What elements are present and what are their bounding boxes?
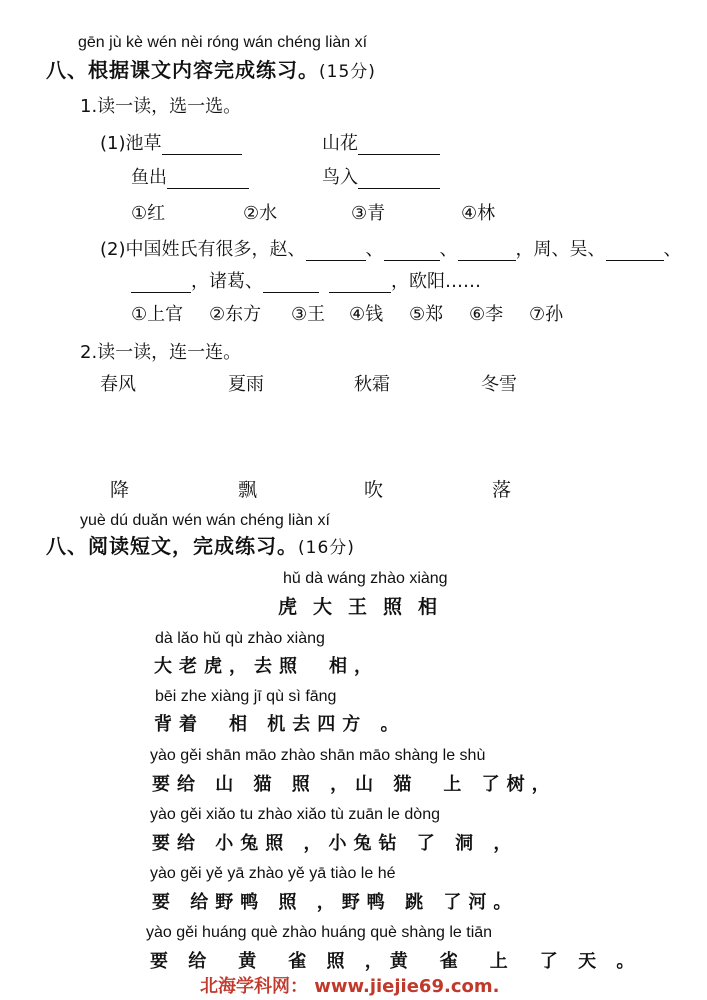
word-shanhua: 山花	[322, 133, 358, 154]
line4-text: 要给 小兔照 ，小兔钻 了 洞 ，	[152, 833, 519, 854]
q1-part1-row1-left	[100, 129, 242, 155]
section2-score: (16分)	[298, 538, 355, 558]
match-bottom-4[interactable]: 落	[492, 479, 512, 501]
match-bottom-3[interactable]: 吹	[364, 479, 384, 501]
line3-text: 要给 山 猫 照 ，山 猫 上 了树，	[152, 774, 557, 795]
surname-option: ⑤郑	[409, 304, 444, 325]
q1-part1-row1-right	[322, 129, 440, 155]
line2-text: 背着 相 机去四方 。	[154, 714, 406, 735]
match-top-2[interactable]: 夏雨	[228, 374, 264, 395]
line5-pinyin: yào gěi yě yā zhào yě yā tiào le hé	[150, 865, 396, 882]
word-niaoru: 鸟入	[322, 167, 358, 188]
answer-blank[interactable]	[606, 242, 664, 261]
section2-pinyin: yuè dú duǎn wén wán chéng liàn xí	[80, 512, 330, 529]
line3-pinyin: yào gěi shān māo zhào shān māo shàng le shù	[150, 747, 486, 764]
line1-text: 大老虎，去照 相，	[154, 656, 379, 677]
surname-option: ⑥李	[469, 304, 504, 325]
surname-option: ②东方	[209, 304, 262, 325]
story-title: 虎大王照相	[278, 596, 454, 618]
answer-blank[interactable]	[329, 274, 391, 293]
q2-label: 2.读一读，连一连。	[80, 342, 242, 363]
line5-text: 要 给野鸭 照 ，野鸭 跳 了河。	[152, 892, 519, 913]
section2-heading	[46, 530, 355, 559]
match-top-4[interactable]: 冬雪	[481, 374, 517, 395]
line6-text: 要 给 黄 雀 照 ，黄 雀 上 了 天 。	[150, 951, 642, 972]
match-bottom-1[interactable]: 降	[110, 479, 130, 501]
q1-part2-zhuge: ，诸葛、	[191, 271, 263, 292]
option-4: ④林	[461, 203, 496, 224]
q1-part2-ouyang: ，欧阳……	[391, 271, 481, 292]
match-top-1[interactable]: 春风	[100, 374, 136, 395]
section1-heading-text: 八、根据课文内容完成练习。	[46, 58, 319, 82]
option-1: ①红	[131, 203, 166, 224]
q1-part1-row2-right	[322, 163, 440, 189]
answer-blank[interactable]	[162, 136, 242, 155]
q1-part2-options	[131, 300, 577, 326]
section1-score: (15分)	[319, 62, 376, 82]
comma-sep: 、	[439, 239, 458, 260]
q1-part1-row2-left	[131, 163, 249, 189]
comma-sep: 、	[365, 239, 384, 260]
word-chicao: 池草	[125, 133, 162, 154]
q1-part1-num: (1)	[100, 133, 126, 154]
match-bottom-2[interactable]: 飘	[238, 479, 258, 501]
line4-pinyin: yào gěi xiǎo tu zhào xiǎo tù zuān le dòng	[150, 806, 440, 823]
answer-blank[interactable]	[358, 170, 440, 189]
section1-heading	[46, 54, 376, 83]
section2-heading-text: 八、阅读短文，完成练习。	[46, 534, 298, 558]
q1-part2-text: (2)中国姓氏有很多，赵、	[100, 239, 306, 260]
line1-pinyin: dà lǎo hǔ qù zhào xiàng	[155, 630, 325, 647]
q1-part2-zhou: ，周、吴、	[515, 239, 606, 260]
answer-blank[interactable]	[384, 242, 440, 261]
answer-blank[interactable]	[167, 170, 249, 189]
q1-part1-options	[131, 199, 509, 225]
line6-pinyin: yào gěi huáng què zhào huáng què shàng le tiān	[146, 924, 493, 941]
comma-sep: 、	[663, 239, 682, 260]
surname-option: ⑦孙	[529, 304, 564, 325]
story-title-pinyin: hǔ dà wáng zhào xiàng	[283, 570, 448, 587]
q1-label: 1.读一读，选一选。	[80, 96, 242, 117]
option-2: ②水	[243, 203, 278, 224]
answer-blank[interactable]	[358, 136, 440, 155]
q1-part2-line2	[131, 267, 481, 293]
section1-pinyin: gēn jù kè wén nèi róng wán chéng liàn xí	[78, 34, 368, 51]
answer-blank[interactable]	[131, 274, 191, 293]
match-top-3[interactable]: 秋霜	[354, 374, 390, 395]
option-3: ③青	[351, 203, 386, 224]
word-yuchu: 鱼出	[131, 167, 167, 188]
surname-option: ③王	[291, 304, 326, 325]
line2-pinyin: bēi zhe xiàng jī qù sì fāng	[155, 688, 337, 705]
footer-watermark: 北海学科网： www.jiejie69.com.	[200, 976, 500, 997]
answer-blank[interactable]	[263, 274, 319, 293]
answer-blank[interactable]	[458, 242, 516, 261]
surname-option: ④钱	[349, 304, 384, 325]
surname-option: ①上官	[131, 304, 184, 325]
q1-part2-line1	[100, 235, 682, 261]
answer-blank[interactable]	[306, 242, 366, 261]
